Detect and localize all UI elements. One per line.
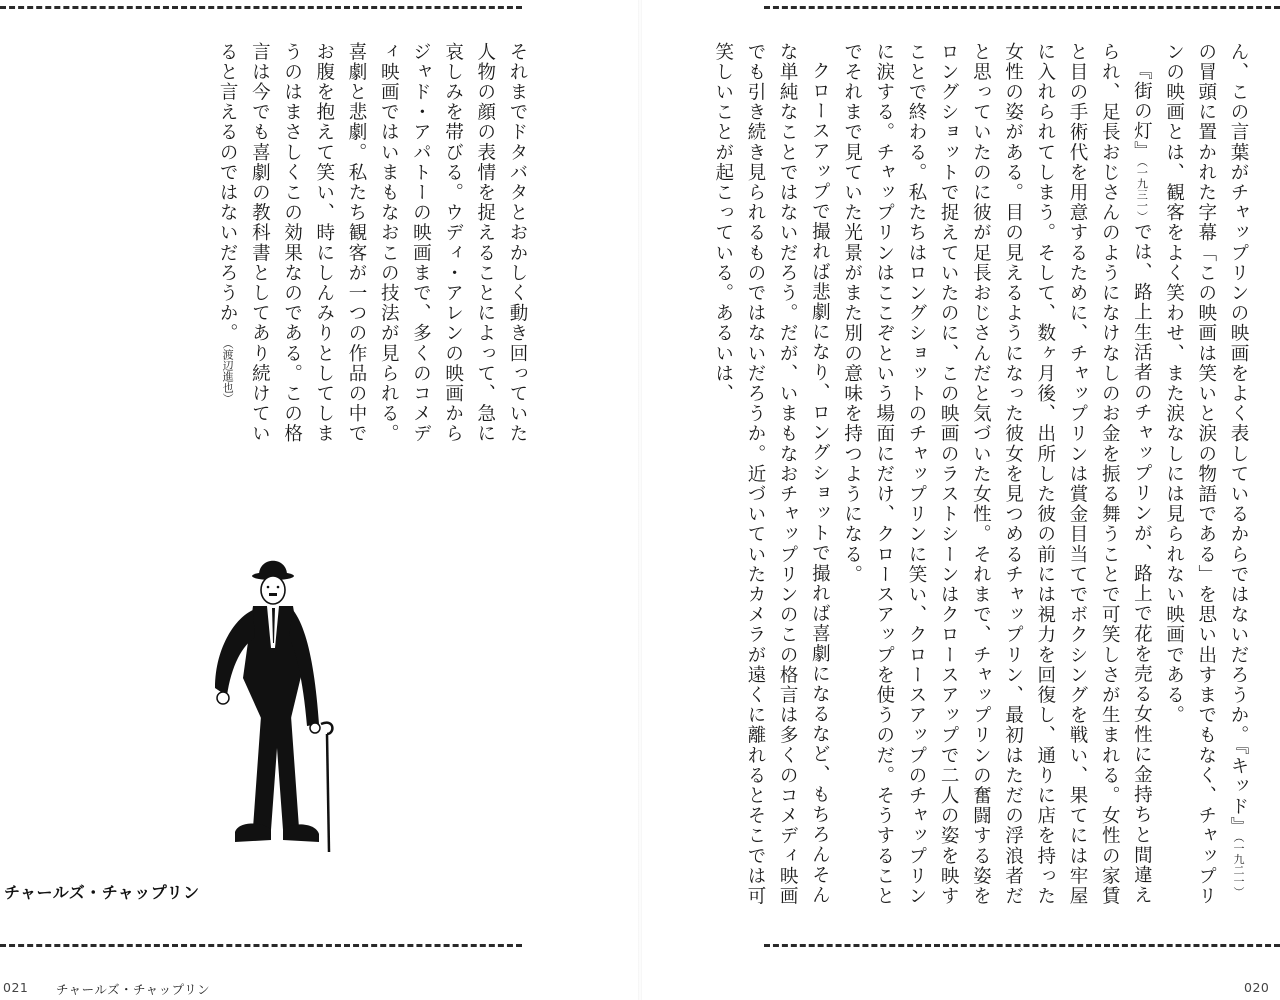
chaplin-illustration xyxy=(195,548,345,866)
bottom-dashed-rule xyxy=(0,944,522,947)
right-body-text xyxy=(712,42,1254,912)
p2-text-a: 『街の灯』 xyxy=(1131,60,1153,161)
top-dashed-rule xyxy=(764,6,1280,9)
page-number: 021 xyxy=(3,980,29,995)
p2-text-b: では、路上生活者のチャップリンが、路上で花を売る女性に金持ちと間違えられ、足長おじさんのようになけなしのお金を振る舞うことで可笑しさが生まれる。女性の家賃と目の手術代を用意するために、チャップリンは賞金目当てでボクシングを戦い、果てには牢屋に入れられてしまう。そして、数ヶ月後、出所した彼の前には視力を回復し、通りに店を持った女性の姿がある。目の見えるようになった彼女を見つめるチャップリン、最初はただの浮浪者だと思っていたのに彼が足長おじさんだと気づいた女性。それまで、チャップリンの奮闘する姿をロングショットで捉えていたのに、この映画のラストシーンはクロースアップで二人の姿を映すことで終わる。私たちはロングショットのチャップリンに笑い、クロースアップのチャップリンに涙する。チャップリンはここぞという場面にだけ、クロースアップを使うのだ。そうすることでそれまで見ていた光景がまた別の意味を持つようになる。 xyxy=(841,42,1153,907)
p1-text-a: ん、この言葉がチャップリンの映画をよく表しているからではないだろうか。『キッド』 xyxy=(1228,42,1249,837)
running-title: チャールズ・チャップリン xyxy=(56,982,211,997)
illustration-caption: チャールズ・チャップリン xyxy=(4,883,200,902)
p1-text-b: の冒頭に置かれた字幕「この映画は笑いと涙の物語である」を思い出すまでもなく、チャップリンの映画とは、観客をよく笑わせ、また涙なしには見られない映画である。 xyxy=(1163,42,1217,907)
right-paragraph-2 xyxy=(835,42,1157,912)
bottom-dashed-rule xyxy=(764,944,1280,947)
p3-text: クロースアップで撮れば悲劇になり、ロングショットで撮れば喜劇になるなど、もちろんそんな単純なことではないだろう。だが、いまもなおチャップリンのこの格言は多くのコメディ映画でも引き続き見られるものではないだろうか。近づいていたカメラが遠くに離れるとそこでは可笑しいことが起こっている。あるいは、 xyxy=(712,42,831,907)
author-note: （渡辺進也） xyxy=(221,343,235,404)
right-paragraph-3 xyxy=(707,42,836,912)
left-paragraph-text: それまでドタバタとおかしく動き回っていた人物の顔の表情を捉えることによって、急に哀しみを帯びる。ウディ・アレンの映画からジャド・アパトーの映画まで、多くのコメディ映画ではいまもなおこの技法が見られる。喜劇と悲劇。私たち観客が一つの作品の中でお腹を抱えて笑い、時にしんみりとしてしまうのはまさしくこの効果なのである。この格言は今でも喜劇の教科書としてあり続けていると言えるのではないだろうか。 xyxy=(217,42,528,444)
left-body-text xyxy=(211,42,533,462)
right-paragraph-1 xyxy=(1157,42,1254,912)
p2-year-note: （一九三一） xyxy=(1135,161,1149,222)
page-number: 020 xyxy=(1244,980,1270,995)
left-paragraph xyxy=(211,42,533,462)
top-dashed-rule xyxy=(0,6,522,9)
right-page xyxy=(640,0,1280,1000)
p1-year-note: （一九二一） xyxy=(1232,836,1245,898)
